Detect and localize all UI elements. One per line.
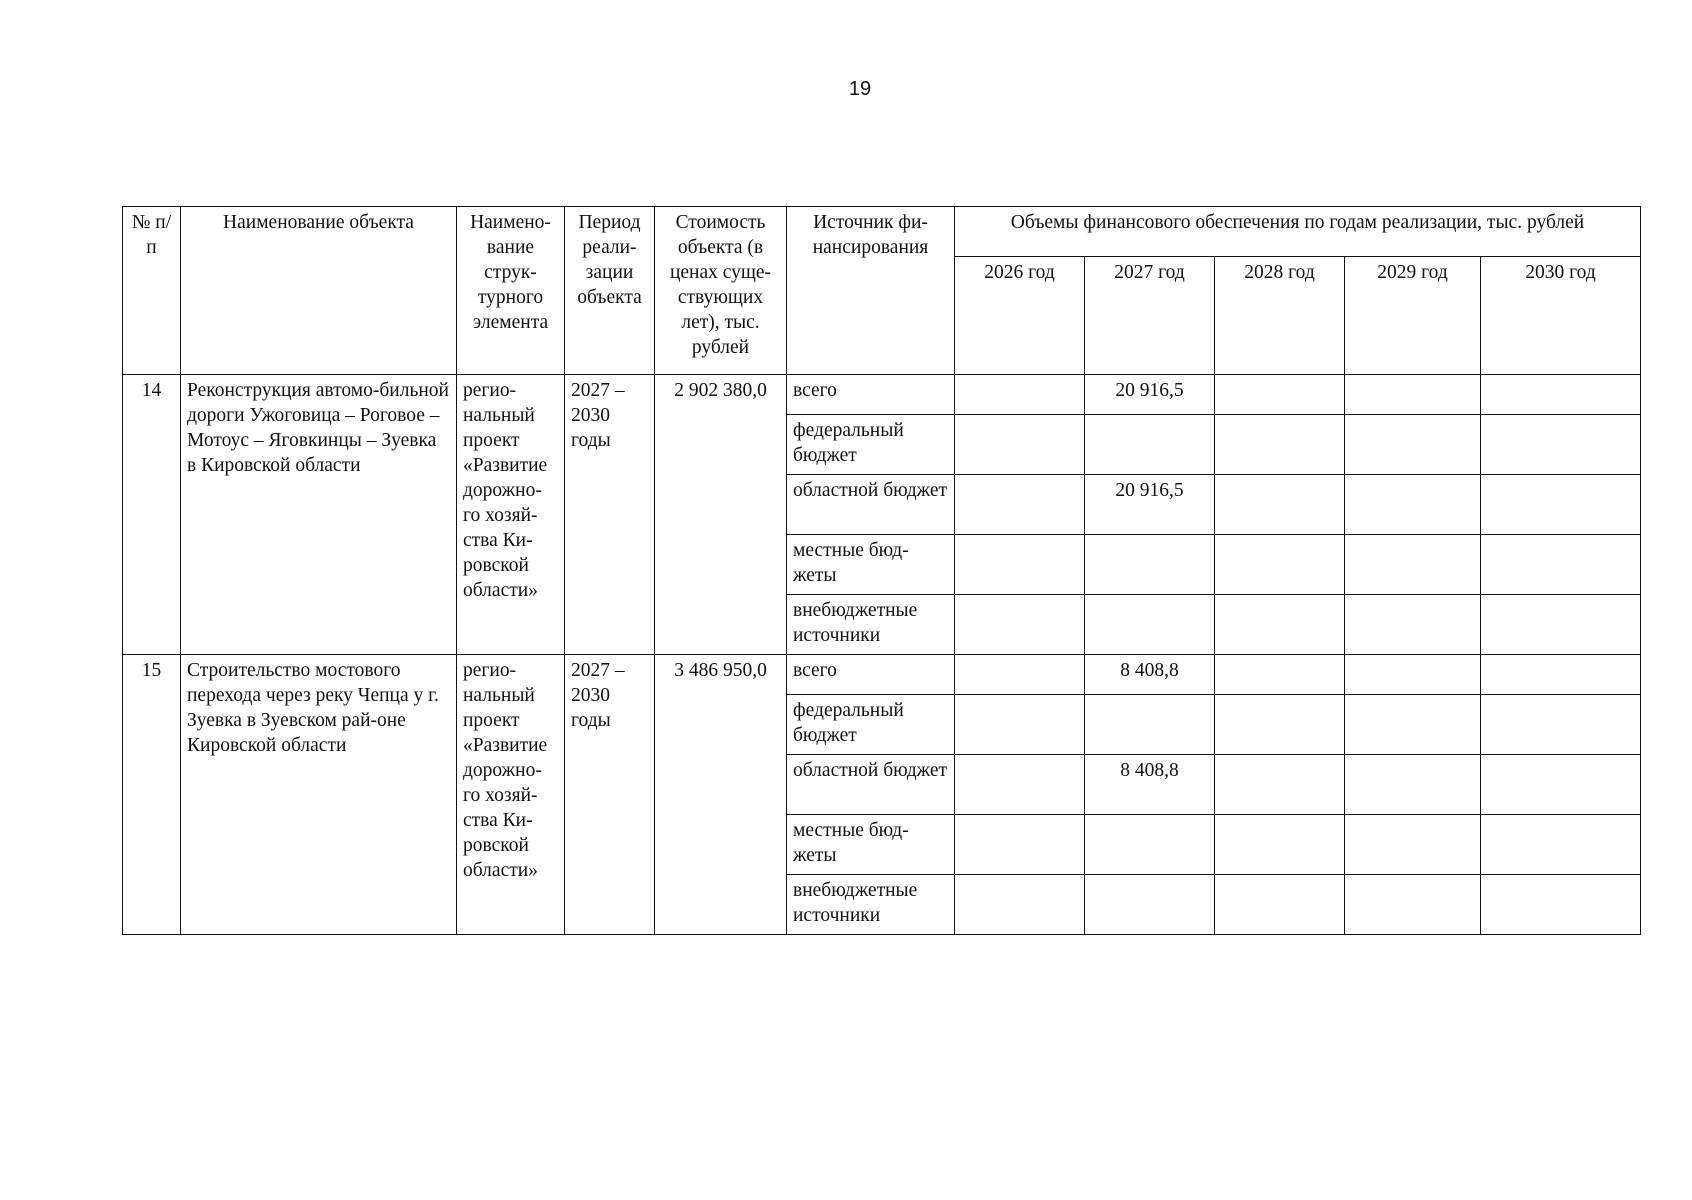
header-volumes: Объемы финансового обеспечения по годам реализации, тыс. рублей [955, 207, 1641, 257]
value-cell: 8 408,8 [1085, 655, 1215, 695]
value-cell [1085, 815, 1215, 875]
row-num: 14 [123, 375, 181, 655]
value-cell [1215, 815, 1345, 875]
row-cost: 3 486 950,0 [655, 655, 787, 935]
row-object-name: Реконструкция автомо-бильной дороги Ужоговица – Роговое – Мотоус – Яговкинцы – Зуевка в Кировской области [181, 375, 457, 655]
value-cell [1345, 815, 1481, 875]
value-cell [1345, 375, 1481, 415]
row-object-name: Строительство мостового перехода через реку Чепца у г. Зуевка в Зуевском рай-оне Кировской области [181, 655, 457, 935]
source-name: всего [787, 655, 955, 695]
value-cell [955, 475, 1085, 535]
header-year: 2027 год [1085, 256, 1215, 374]
header-period: Период реали-зации объекта [565, 207, 655, 375]
value-cell [1345, 755, 1481, 815]
value-cell [955, 755, 1085, 815]
value-cell [1345, 535, 1481, 595]
source-name: внебюджетные источники [787, 875, 955, 935]
value-cell [1481, 875, 1641, 935]
header-year: 2026 год [955, 256, 1085, 374]
row-period: 2027 – 2030 годы [565, 375, 655, 655]
source-name: внебюджетные источники [787, 595, 955, 655]
value-cell [1215, 535, 1345, 595]
header-num: № п/п [123, 207, 181, 375]
value-cell [1345, 415, 1481, 475]
value-cell [1215, 415, 1345, 475]
value-cell [1481, 535, 1641, 595]
value-cell [1345, 695, 1481, 755]
page-number: 19 [848, 78, 872, 100]
source-name: местные бюд-жеты [787, 535, 955, 595]
value-cell [955, 415, 1085, 475]
value-cell [955, 535, 1085, 595]
header-object-name: Наименование объекта [181, 207, 457, 375]
value-cell [1215, 475, 1345, 535]
value-cell [1085, 695, 1215, 755]
value-cell [1481, 755, 1641, 815]
row-element-name: регио-нальный проект «Развитие дорожно-го хозяй-ства Ки-ровской области» [457, 375, 565, 655]
value-cell [1215, 875, 1345, 935]
value-cell: 20 916,5 [1085, 475, 1215, 535]
row-cost: 2 902 380,0 [655, 375, 787, 655]
value-cell [1215, 695, 1345, 755]
row-num: 15 [123, 655, 181, 935]
value-cell [955, 695, 1085, 755]
value-cell [1085, 415, 1215, 475]
value-cell [1085, 875, 1215, 935]
value-cell [1481, 815, 1641, 875]
source-name: федеральный бюджет [787, 695, 955, 755]
source-name: областной бюджет [787, 755, 955, 815]
source-name: федеральный бюджет [787, 415, 955, 475]
row-period: 2027 – 2030 годы [565, 655, 655, 935]
table-row [123, 375, 1641, 415]
value-cell [1481, 375, 1641, 415]
table-row [123, 655, 1641, 695]
value-cell: 8 408,8 [1085, 755, 1215, 815]
header-element-name: Наимено-вание струк-турного элемента [457, 207, 565, 375]
value-cell [955, 815, 1085, 875]
value-cell [1345, 475, 1481, 535]
source-name: областной бюджет [787, 475, 955, 535]
value-cell [955, 655, 1085, 695]
value-cell [1345, 655, 1481, 695]
header-year: 2028 год [1215, 256, 1345, 374]
value-cell [1481, 415, 1641, 475]
value-cell [955, 595, 1085, 655]
value-cell [1481, 695, 1641, 755]
value-cell: 20 916,5 [1085, 375, 1215, 415]
header-year: 2030 год [1481, 256, 1641, 374]
header-year: 2029 год [1345, 256, 1481, 374]
source-name: местные бюд-жеты [787, 815, 955, 875]
value-cell [1345, 875, 1481, 935]
value-cell [1215, 375, 1345, 415]
value-cell [1481, 595, 1641, 655]
value-cell [1215, 595, 1345, 655]
value-cell [1085, 535, 1215, 595]
value-cell [1481, 655, 1641, 695]
row-element-name: регио-нальный проект «Развитие дорожно-го хозяй-ства Ки-ровской области» [457, 655, 565, 935]
value-cell [1481, 475, 1641, 535]
header-source: Источник фи-нансирования [787, 207, 955, 375]
financing-table [122, 206, 1641, 935]
value-cell [955, 375, 1085, 415]
value-cell [1085, 595, 1215, 655]
source-name: всего [787, 375, 955, 415]
value-cell [1345, 595, 1481, 655]
value-cell [1215, 755, 1345, 815]
header-cost: Стоимость объекта (в ценах суще-ствующих лет), тыс. рублей [655, 207, 787, 375]
value-cell [1215, 655, 1345, 695]
value-cell [955, 875, 1085, 935]
